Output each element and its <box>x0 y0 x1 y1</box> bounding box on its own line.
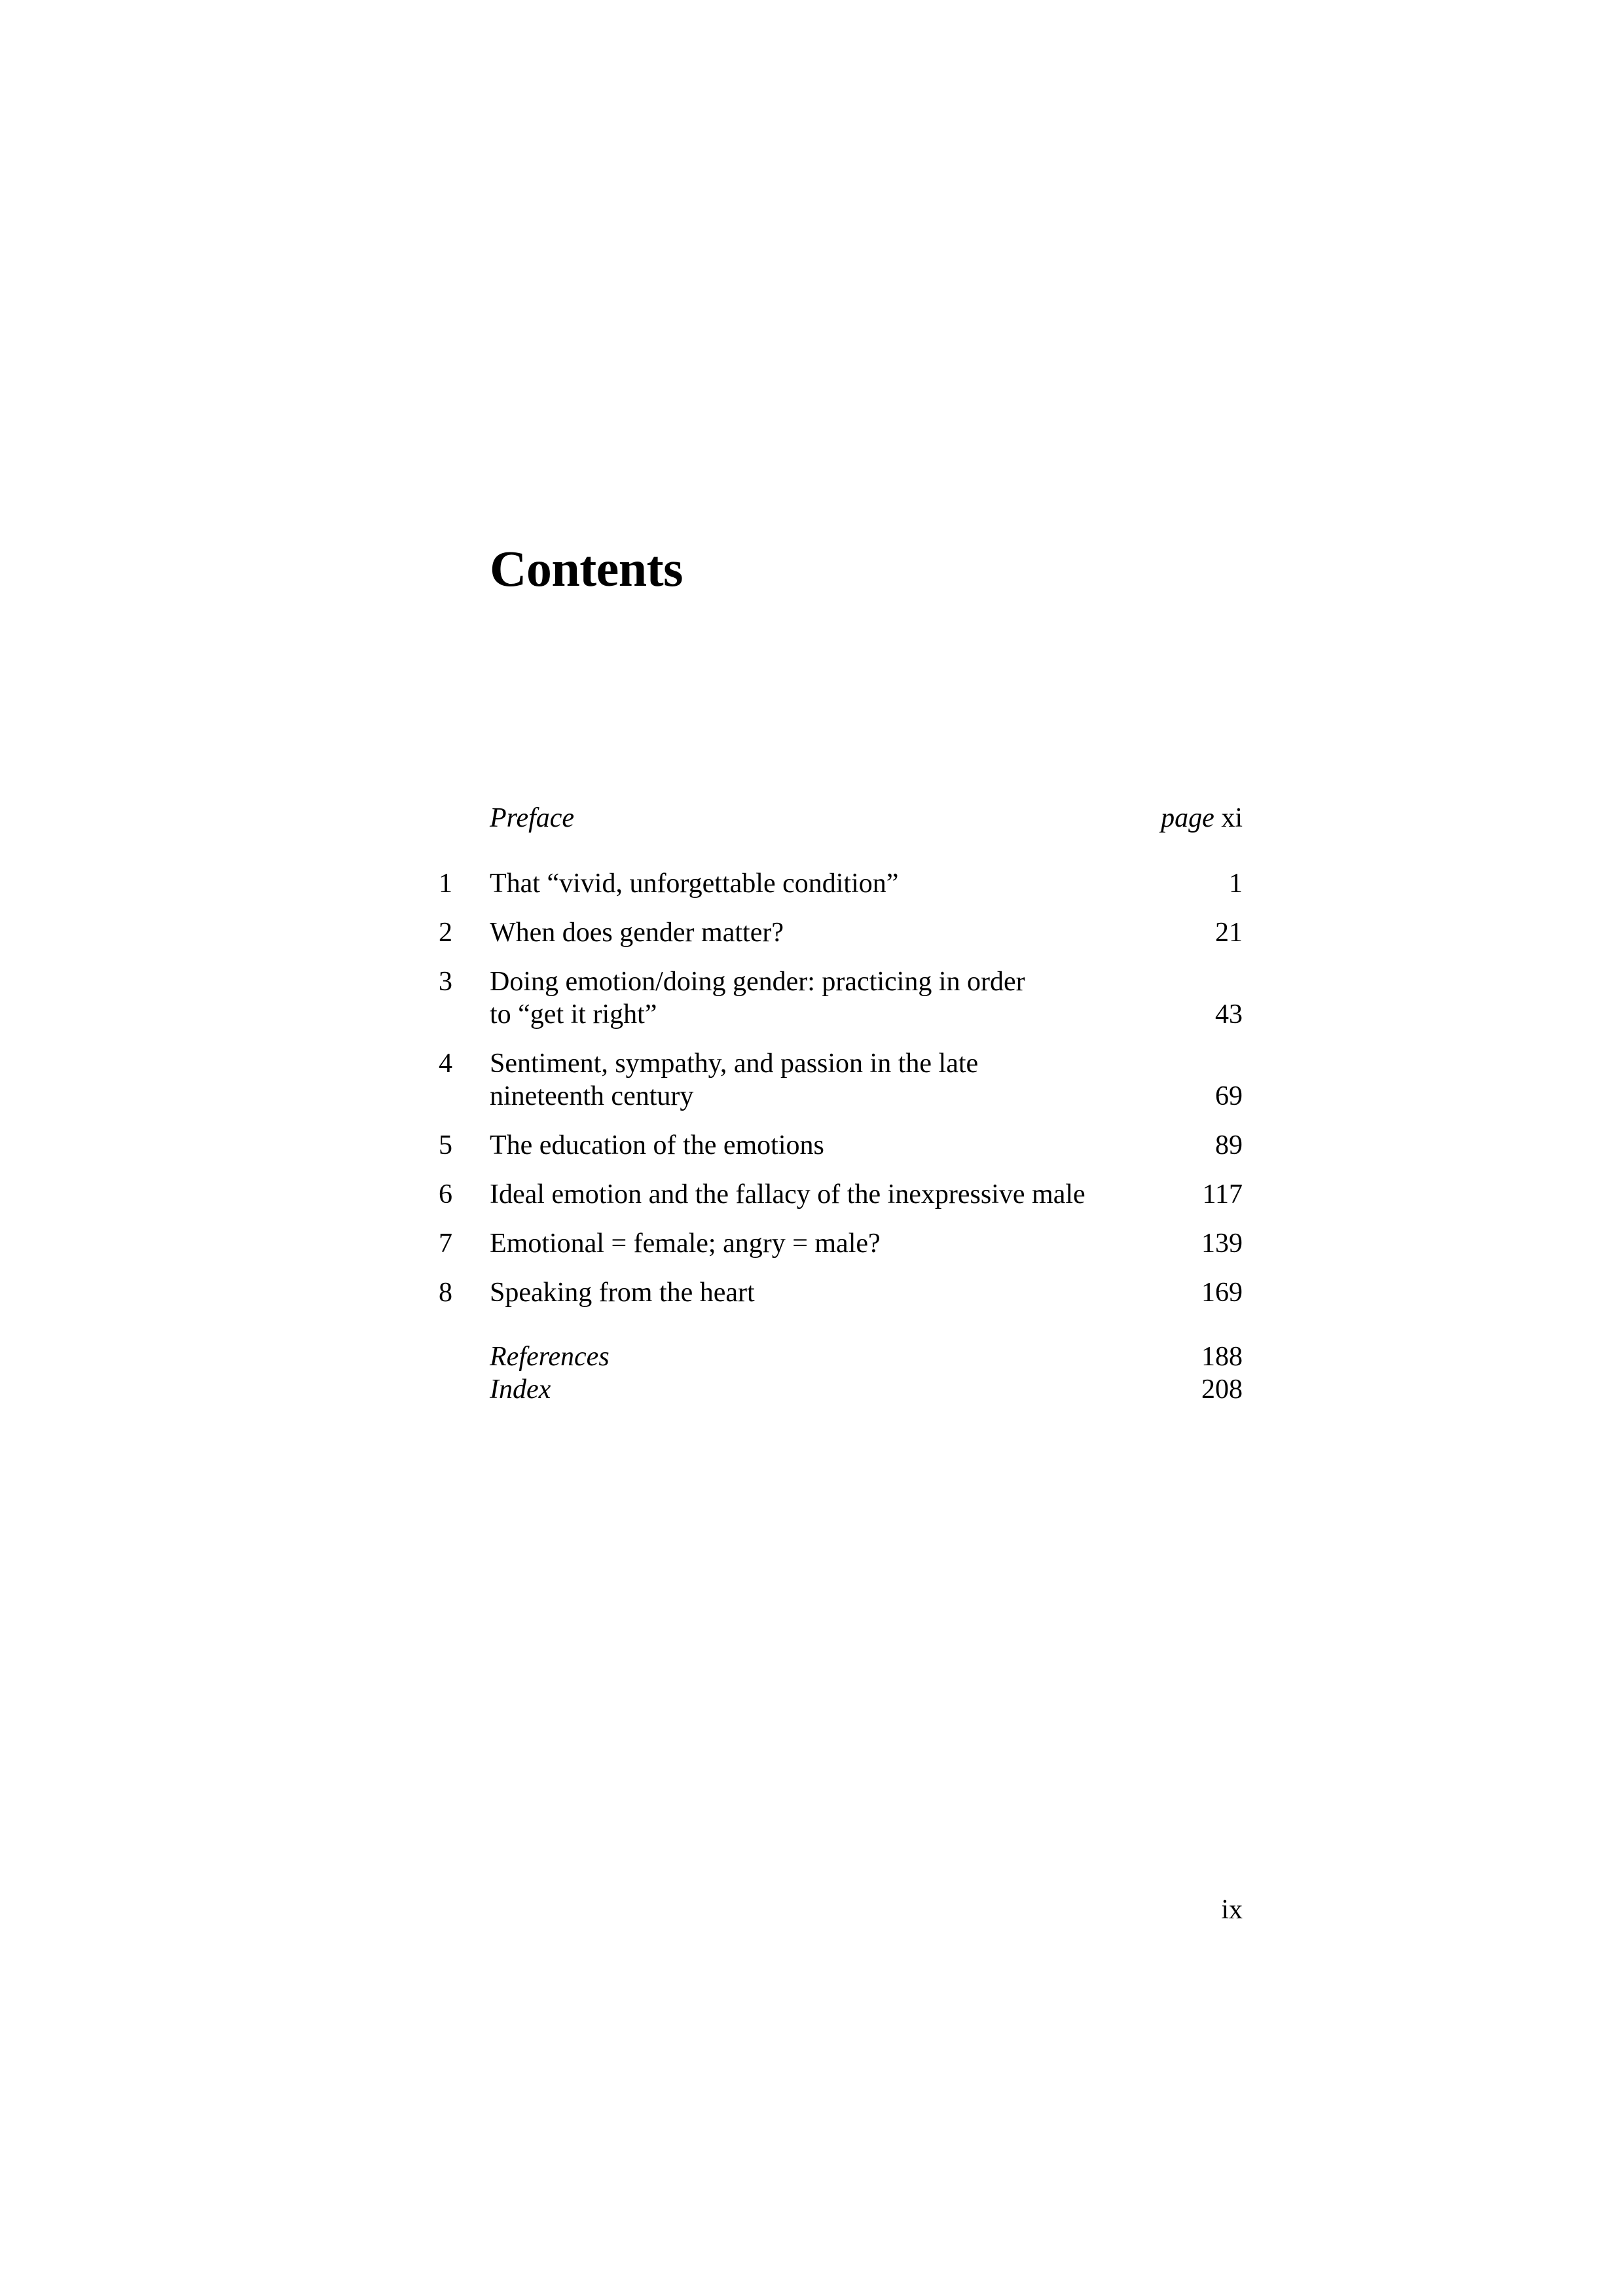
page-title: Contents <box>490 540 684 597</box>
toc-entry-references[interactable] <box>439 1340 1243 1373</box>
chapter-number: 3 <box>439 967 452 997</box>
page-prefix: page <box>1161 803 1214 833</box>
page-folio: ix <box>1221 1895 1243 1925</box>
chapter-number: 5 <box>439 1130 452 1160</box>
chapter-number: 4 <box>439 1049 452 1079</box>
toc-entry-chapter-4[interactable] <box>439 1047 1243 1113</box>
chapter-number: 7 <box>439 1229 452 1259</box>
chapter-number: 6 <box>439 1179 452 1210</box>
toc-entry-page: 208 <box>1201 1374 1243 1405</box>
toc-entry-page: 1 <box>1229 869 1243 899</box>
toc-entry-page: 69 <box>1215 1081 1243 1111</box>
page-number: xi <box>1221 803 1243 833</box>
toc-entry-page: 21 <box>1215 918 1243 948</box>
chapter-title <box>490 1178 1243 1211</box>
chapter-title <box>490 965 1243 1031</box>
toc-entry-index[interactable] <box>439 1373 1243 1406</box>
chapter-title-line: Ideal emotion and the fallacy of the inexpressive male <box>490 1179 1085 1210</box>
chapter-title <box>490 867 1243 900</box>
toc-entry-chapter-5[interactable] <box>439 1129 1243 1162</box>
toc-entry-page: 188 <box>1201 1342 1243 1372</box>
chapter-number: 8 <box>439 1278 452 1308</box>
chapter-number: 2 <box>439 918 452 948</box>
table-of-contents <box>439 802 1243 1406</box>
chapter-title <box>490 1129 1243 1162</box>
toc-entry-label: Index <box>490 1374 551 1405</box>
toc-entry-chapter-1[interactable] <box>439 867 1243 900</box>
chapter-title-line: Emotional = female; angry = male? <box>490 1229 881 1259</box>
toc-entry-page <box>1161 802 1243 834</box>
chapter-title-line: That “vivid, unforgettable condition” <box>490 869 899 899</box>
toc-entry-page: 89 <box>1215 1130 1243 1160</box>
toc-entry-label: Preface <box>490 803 575 833</box>
chapter-title <box>490 1047 1243 1113</box>
chapter-title <box>490 1227 1243 1260</box>
chapter-title-line: to “get it right” <box>490 999 657 1030</box>
chapter-title-line: Speaking from the heart <box>490 1278 755 1308</box>
chapter-title <box>490 1276 1243 1309</box>
toc-entry-page: 43 <box>1215 999 1243 1030</box>
toc-entry-chapter-8[interactable] <box>439 1276 1243 1309</box>
chapter-title-line: nineteenth century <box>490 1081 694 1111</box>
chapter-title-line: Doing emotion/doing gender: practicing in order <box>490 967 1025 997</box>
chapter-title-line: Sentiment, sympathy, and passion in the late <box>490 1049 979 1079</box>
toc-entry-page: 169 <box>1201 1278 1243 1308</box>
chapter-number: 1 <box>439 869 452 899</box>
chapter-title <box>490 916 1243 949</box>
toc-entry-chapter-7[interactable] <box>439 1227 1243 1260</box>
toc-entry-label: References <box>490 1342 610 1372</box>
toc-entry-chapter-6[interactable] <box>439 1178 1243 1211</box>
toc-entry-page: 117 <box>1202 1179 1243 1210</box>
toc-entry-chapter-2[interactable] <box>439 916 1243 949</box>
chapter-title-line: When does gender matter? <box>490 918 784 948</box>
chapter-title-line: The education of the emotions <box>490 1130 824 1160</box>
toc-entry-preface[interactable] <box>439 802 1243 834</box>
toc-entry-page: 139 <box>1201 1229 1243 1259</box>
toc-entry-chapter-3[interactable] <box>439 965 1243 1031</box>
